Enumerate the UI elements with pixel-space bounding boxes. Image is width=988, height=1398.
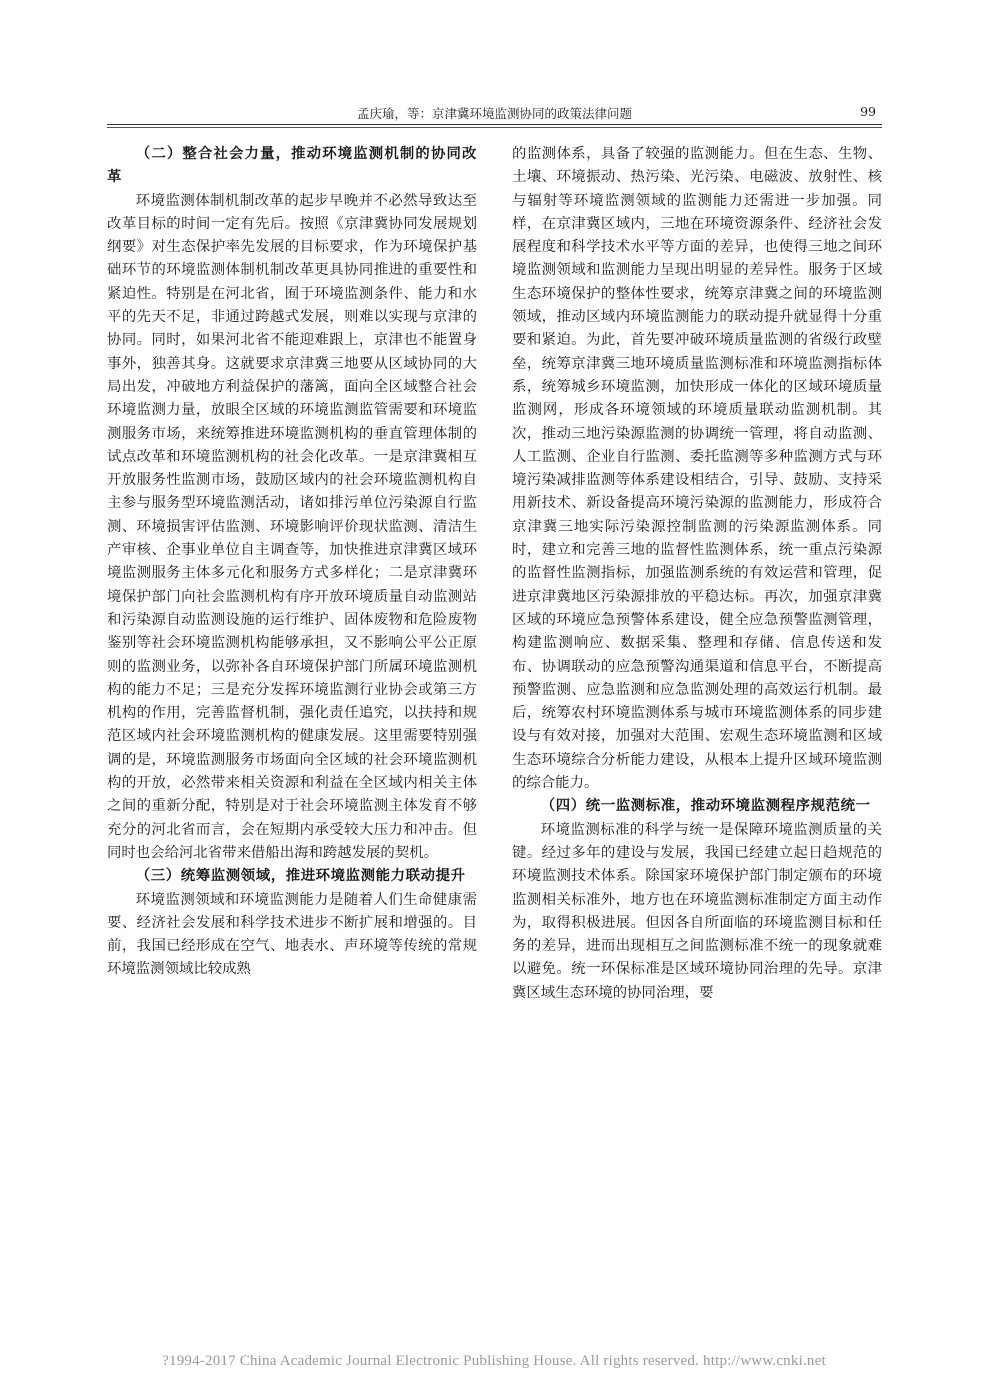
header-rule-thin bbox=[107, 127, 882, 128]
right-column bbox=[512, 143, 882, 1005]
running-title: 孟庆瑜，等：京津冀环境监测协同的政策法律问题 bbox=[356, 106, 632, 121]
running-header bbox=[107, 104, 882, 122]
section-heading-3: （三）统筹监测领域，推进环境监测能力联动提升 bbox=[135, 868, 466, 885]
section-2-paragraph: 环境监测体制机制改革的起步早晚并不必然导致达至改革目标的时间一定有先后。按照《京津冀协同发展规划纲要》对生态保护率先发展的目标要求，作为环境保护基础环节的环境监测体制机制改革更具协同推进的重要性和紧迫性。特别是在河北省，囿于环境监测条件、能力和水平的先天不足，非通过跨越式发展，则难以实现与京津的协同。同时，如果河北省不能迎难跟上，京津也不能置身事外，独善其身。这就要求京津冀三地要从区域协同的大局出发，冲破地方利益保护的藩篱，面向全区域整合社会环境监测力量，放眼全区域的环境监测监管需要和环境监测服务市场，来统筹推进环境监测机构的垂直管理体制的试点改革和环境监测机构的社会化改革。一是京津冀相互开放服务性监测市场，鼓励区域内的社会环境监测机构自主参与服务型环境监测活动，诸如排污单位污染源自行监测、环境损害评估监测、环境影响评价现状监测、清洁生产审核、企事业单位自主调查等，加快推进京津冀区域环境监测服务主体多元化和服务方式多样化；二是京津冀环境保护部门向社会监测机构有序开放环境质量自动监测站和污染源自动监测设施的运行维护、固体废物和危险废物鉴别等社会环境监测机构能够承担，又不影响公平公正原则的监测业务，以弥补各自环境保护部门所属环境监测机构的能力不足；三是充分发挥环境监测行业协会或第三方机构的作用，完善监督机制，强化责任追究，以扶持和规范区域内社会环境监测机构的健康发展。这里需要特别强调的是，环境监测服务市场面向全区域的社会环境监测机构的开放，必然带来相关资源和利益在全区域内相关主体之间的重新分配，特别是对于社会环境监测主体发育不够充分的河北省而言，会在短期内承受较大压力和冲击。但同时也会给河北省带来借船出海和跨越发展的契机。 bbox=[107, 192, 477, 861]
section-heading-4: （四）统一监测标准，推动环境监测程序规范统一 bbox=[540, 798, 871, 815]
section-4-paragraph: 环境监测标准的科学与统一是保障环境监测质量的关键。经过多年的建设与发展，我国已经建立起日趋规范的环境监测技术体系。除国家环境保护部门制定颁布的环境监测相关标准外，地方也在环境监测标准制定方面主动作为，取得积极进展。但因各自所面临的环境监测目标和任务的差异，进而出现相互之间监测标准不统一的现象就难以避免。统一环保标准是区域环境协同治理的先导。京津冀区域生态环境的协同治理，要 bbox=[512, 821, 882, 1001]
left-column bbox=[107, 143, 477, 982]
copyright-footer: ?1994-2017 China Academic Journal Electronic Publishing House. All rights reserved. http://www.cnki.net bbox=[162, 1353, 826, 1369]
section-3-paragraph: 环境监测领域和环境监测能力是随着人们生命健康需要、经济社会发展和科学技术进步不断扩展和增强的。目前，我国已经形成在空气、地表水、声环境等传统的常规环境监测领域比较成熟 bbox=[107, 891, 477, 978]
page-number: 99 bbox=[860, 104, 876, 119]
section-heading-2: （二）整合社会力量，推动环境监测机制的协同改革 bbox=[107, 146, 477, 186]
section-3-paragraph-continued: 的监测体系，具备了较强的监测能力。但在生态、生物、土壤、环境振动、热污染、光污染、电磁波、放射性、核与辐射等环境监测领域的监测能力还需进一步加强。同样，在京津冀区域内，三地在环境资源条件、经济社会发展程度和科学技术水平等方面的差异，也使得三地之间环境监测领域和监测能力呈现出明显的差异性。服务于区域生态环境保护的整体性要求，统筹京津冀之间的环境监测领域，推动区域内环境监测能力的联动提升就显得十分重要和紧迫。为此，首先要冲破环境质量监测的省级行政壁垒，统筹京津冀三地环境质量监测标准和环境监测指标体系，统筹城乡环境监测，加快形成一体化的区域环境质量监测网，形成各环境领域的环境质量联动监测机制。其次，推动三地污染源监测的协调统一管理，将自动监测、人工监测、企业自行监测、委托监测等多种监测方式与环境污染减排监测等体系建设相结合，引导、鼓励、支持采用新技术、新设备提高环境污染源的监测能力，形成符合京津冀三地实际污染源控制监测的污染源监测体系。同时，建立和完善三地的监督性监测体系，统一重点污染源的监督性监测指标，加强监测系统的有效运营和管理，促进京津冀地区污染源排放的平稳达标。再次，加强京津冀区域的环境应急预警体系建设，健全应急预警监测管理，构建监测响应、数据采集、整理和存储、信息传送和发布、协调联动的应急预警沟通渠道和信息平台，不断提高预警监测、应急监测和应急监测处理的高效运行机制。最后，统筹农村环境监测体系与城市环境监测体系的同步建设与有效对接，加强对大范围、宏观生态环境监测和区域生态环境综合分析能力建设，从根本上提升区域环境监测的综合能力。 bbox=[512, 146, 882, 792]
header-rule-thick bbox=[107, 124, 882, 125]
